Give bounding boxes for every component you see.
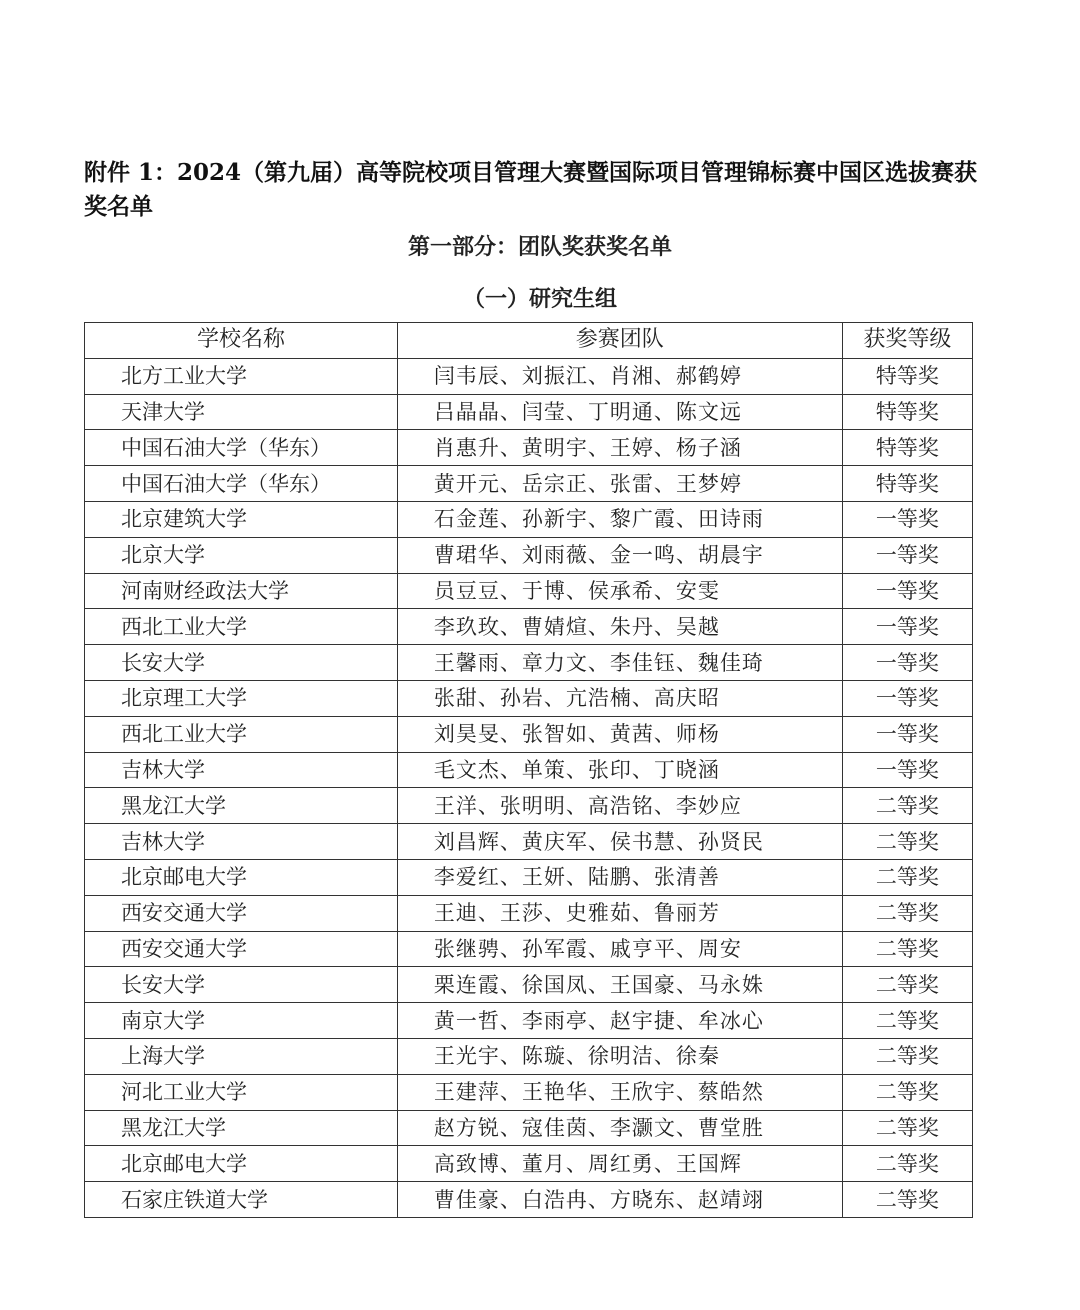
table-header-row	[85, 323, 973, 359]
table-row	[85, 716, 973, 752]
team-cell: 张继骋、孙军霞、戚亨平、周安	[397, 931, 842, 967]
team-cell: 李爱红、王妍、陆鹏、张清善	[397, 859, 842, 895]
school-cell: 长安大学	[85, 967, 398, 1003]
table-row	[85, 394, 973, 430]
school-cell: 中国石油大学（华东）	[85, 466, 398, 502]
award-cell: 二等奖	[842, 967, 972, 1003]
school-cell: 北京理工大学	[85, 680, 398, 716]
table-row	[85, 430, 973, 466]
team-cell: 王洋、张明明、高浩铭、李妙应	[397, 788, 842, 824]
table-row	[85, 537, 973, 573]
award-cell: 二等奖	[842, 788, 972, 824]
award-cell: 二等奖	[842, 1038, 972, 1074]
table-row	[85, 1110, 973, 1146]
school-cell: 河南财经政法大学	[85, 573, 398, 609]
award-cell: 二等奖	[842, 859, 972, 895]
table-row	[85, 1074, 973, 1110]
table-row	[85, 895, 973, 931]
table-row	[85, 609, 973, 645]
team-cell: 王建萍、王艳华、王欣宇、蔡皓然	[397, 1074, 842, 1110]
award-cell: 特等奖	[842, 466, 972, 502]
school-cell: 黑龙江大学	[85, 788, 398, 824]
team-cell: 高致博、董月、周红勇、王国辉	[397, 1146, 842, 1182]
school-cell: 石家庄铁道大学	[85, 1182, 398, 1218]
team-cell: 张甜、孙岩、亢浩楠、高庆昭	[397, 680, 842, 716]
school-cell: 北京邮电大学	[85, 1146, 398, 1182]
team-cell: 吕晶晶、闫莹、丁明通、陈文远	[397, 394, 842, 430]
table-row	[85, 358, 973, 394]
table-row	[85, 859, 973, 895]
award-cell: 一等奖	[842, 680, 972, 716]
team-cell: 石金莲、孙新宇、黎广霞、田诗雨	[397, 501, 842, 537]
award-cell: 一等奖	[842, 537, 972, 573]
table-row	[85, 931, 973, 967]
school-cell: 西安交通大学	[85, 931, 398, 967]
team-cell: 毛文杰、单策、张印、丁晓涵	[397, 752, 842, 788]
team-cell: 肖惠升、黄明宇、王婷、杨子涵	[397, 430, 842, 466]
school-cell: 西安交通大学	[85, 895, 398, 931]
team-cell: 栗连霞、徐国凤、王国豪、马永姝	[397, 967, 842, 1003]
school-cell: 吉林大学	[85, 824, 398, 860]
award-cell: 二等奖	[842, 895, 972, 931]
award-cell: 二等奖	[842, 1074, 972, 1110]
header-award: 获奖等级	[842, 323, 972, 359]
team-cell: 员豆豆、于博、侯承希、安雯	[397, 573, 842, 609]
award-cell: 特等奖	[842, 430, 972, 466]
table-row	[85, 1038, 973, 1074]
school-cell: 北方工业大学	[85, 358, 398, 394]
school-cell: 河北工业大学	[85, 1074, 398, 1110]
table-row	[85, 573, 973, 609]
award-cell: 特等奖	[842, 394, 972, 430]
school-cell: 黑龙江大学	[85, 1110, 398, 1146]
table-row	[85, 752, 973, 788]
school-cell: 西北工业大学	[85, 716, 398, 752]
table-row	[85, 1003, 973, 1039]
school-cell: 长安大学	[85, 645, 398, 681]
team-cell: 王馨雨、章力文、李佳钰、魏佳琦	[397, 645, 842, 681]
award-cell: 二等奖	[842, 1110, 972, 1146]
award-cell: 特等奖	[842, 358, 972, 394]
award-cell: 一等奖	[842, 752, 972, 788]
document-title: 附件 1：2024（第九届）高等院校项目管理大赛暨国际项目管理锦标赛中国区选拔赛获奖名单	[84, 159, 978, 220]
award-cell: 一等奖	[842, 645, 972, 681]
team-cell: 黄一哲、李雨亭、赵宇捷、牟冰心	[397, 1003, 842, 1039]
award-cell: 二等奖	[842, 1003, 972, 1039]
school-cell: 中国石油大学（华东）	[85, 430, 398, 466]
school-cell: 吉林大学	[85, 752, 398, 788]
school-cell: 南京大学	[85, 1003, 398, 1039]
team-cell: 赵方锐、寇佳茵、李灏文、曹堂胜	[397, 1110, 842, 1146]
school-cell: 北京建筑大学	[85, 501, 398, 537]
team-cell: 王光宇、陈璇、徐明洁、徐秦	[397, 1038, 842, 1074]
school-cell: 北京邮电大学	[85, 859, 398, 895]
table-row	[85, 824, 973, 860]
team-cell: 闫韦辰、刘振江、肖湘、郝鹤婷	[397, 358, 842, 394]
award-cell: 二等奖	[842, 1146, 972, 1182]
table-row	[85, 645, 973, 681]
team-cell: 刘昌辉、黄庆军、侯书慧、孙贤民	[397, 824, 842, 860]
team-cell: 黄开元、岳宗正、张雷、王梦婷	[397, 466, 842, 502]
team-cell: 曹佳豪、白浩冉、方晓东、赵靖翊	[397, 1182, 842, 1218]
table-row	[85, 1182, 973, 1218]
award-cell: 一等奖	[842, 501, 972, 537]
table-row	[85, 680, 973, 716]
school-cell: 北京大学	[85, 537, 398, 573]
header-school: 学校名称	[85, 323, 398, 359]
award-table	[84, 322, 973, 1218]
team-cell: 王迪、王莎、史雅茹、鲁丽芳	[397, 895, 842, 931]
table-row	[85, 501, 973, 537]
team-cell: 刘昊旻、张智如、黄茜、师杨	[397, 716, 842, 752]
team-cell: 李玖玫、曹婧煊、朱丹、吴越	[397, 609, 842, 645]
school-cell: 上海大学	[85, 1038, 398, 1074]
table-row	[85, 967, 973, 1003]
award-cell: 二等奖	[842, 1182, 972, 1218]
award-cell: 一等奖	[842, 573, 972, 609]
table-row	[85, 788, 973, 824]
header-team: 参赛团队	[397, 323, 842, 359]
award-cell: 一等奖	[842, 609, 972, 645]
award-cell: 二等奖	[842, 824, 972, 860]
table-row	[85, 466, 973, 502]
award-cell: 一等奖	[842, 716, 972, 752]
award-cell: 二等奖	[842, 931, 972, 967]
school-cell: 天津大学	[85, 394, 398, 430]
team-cell: 曹珺华、刘雨薇、金一鸣、胡晨宇	[397, 537, 842, 573]
school-cell: 西北工业大学	[85, 609, 398, 645]
section-heading: 第一部分：团队奖获奖名单	[407, 234, 672, 260]
table-row	[85, 1146, 973, 1182]
group-heading: （一）研究生组	[462, 286, 617, 312]
